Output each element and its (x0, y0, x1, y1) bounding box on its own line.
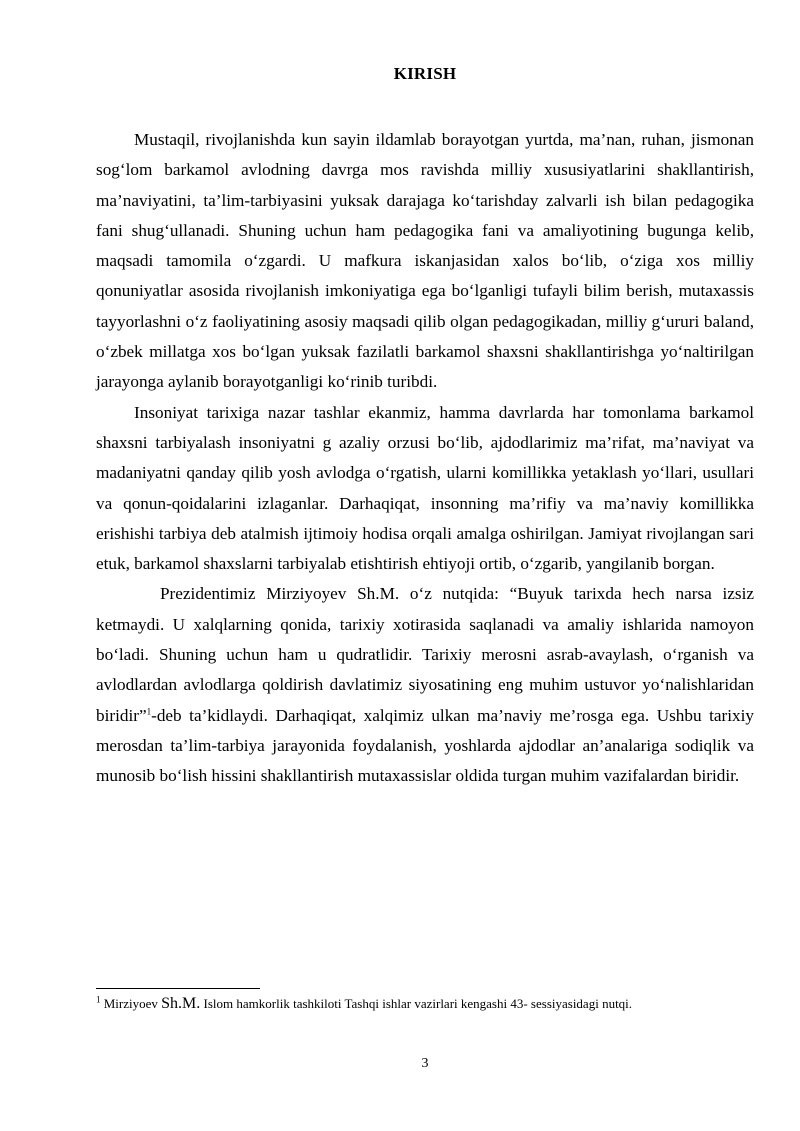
footnote-author: Mirziyoev (103, 996, 158, 1011)
paragraph-3-continuation: -deb ta’kidlaydi. Darhaqiqat, xalqimiz ulkan ma’naviy me’rosga ega. Ushbu tarixiy merosdan ta’lim-tarbiya jarayonida foydalanish, yoshlarda ajdodlar an’analariga sodiqlik va munosib bo‘lish hissini shakllantirish mutaxassislar oldida turgan muhim vazifalardan biridir. (96, 705, 754, 786)
page-number: 3 (421, 1056, 429, 1071)
document-body (96, 125, 754, 792)
footnote-author-initials: Sh.M. (161, 995, 201, 1012)
footnote-reference[interactable]: 1 (146, 705, 152, 716)
footnote-number: 1 (96, 994, 101, 1005)
paragraph-3-quote: Prezidentimiz Mirziyoyev Sh.M. o‘z nutqida: “Buyuk tarixda hech narsa izsiz ketmaydi. U xalqlarning qonida, tarixiy xotirasida saqlanadi va amaliy ishlarida namoyon bo‘ladi. Shuning uchun ham u qudratlidir. Tarixiy merosni asrab-avaylash, o‘rganish va avlodlardan avlodlarga qoldirish davlatimiz siyosatining eng muhim ustuvor yo‘nalishlaridan biridir” (96, 584, 754, 725)
footnote-text: Islom hamkorlik tashkiloti Tashqi ishlar vazirlari kengashi 43- sessiyasidagi nutqi. (203, 996, 633, 1011)
paragraph-3 (96, 579, 754, 791)
footnote (96, 993, 736, 1015)
footnote-separator (96, 988, 260, 989)
page-title: KIRISH (393, 64, 457, 83)
paragraph-1: Mustaqil, rivojlanishda kun sayin ildamlab borayotgan yurtda, ma’nan, ruhan, jismonan sog‘lom barkamol avlodning davrga mos ravishda milliy xususiyatlarini shakllantirish, ma’naviyatini, ta’lim-tarbiyasini yuksak darajaga ko‘tarishday zalvarli ish bilan pedagogika fani shug‘ullanadi. Shuning uchun ham pedagogika fani va amaliyotining bugunga kelib, maqsadi tamomila o‘zgardi. U mafkura iskanjasidan xalos bo‘lib, o‘ziga xos milliy qonuniyatlar asosida rivojlanish imkoniyatiga ega bo‘lganligi tufayli bilim berish, mutaxassis tayyorlashni o‘z faoliyatining asosiy maqsadi qilib olgan pedagogikadan, milliy g‘ururi baland, o‘zbek millatga xos bo‘lgan yuksak fazilatli barkamol shaxsni shakllantirishga yo‘naltirilgan jarayonga aylanib borayotganligi ko‘rinib turibdi. (96, 130, 754, 392)
paragraph-2: Insoniyat tarixiga nazar tashlar ekanmiz, hamma davrlarda har tomonlama barkamol shaxsni tarbiyalash insoniyatni g azaliy orzusi bo‘lib, ajdodlarimiz ma’rifat, ma’naviyat va madaniyatni qanday qilib yosh avlodga o‘rgatish, ularni komillikka yetaklash yo‘llari, usullari va qonun-qoidalarini izlaganlar. Darhaqiqat, insonning ma’rifiy va ma’naviy komillikka erishishi tarbiya deb atalmish ijtimoiy hodisa orqali amalga oshirilgan. Jamiyat rivojlangan sari etuk, barkamol shaxslarni tarbiyalab etishtirish ehtiyoji ortib, o‘zgarib, yangilanib borgan. (96, 402, 754, 574)
